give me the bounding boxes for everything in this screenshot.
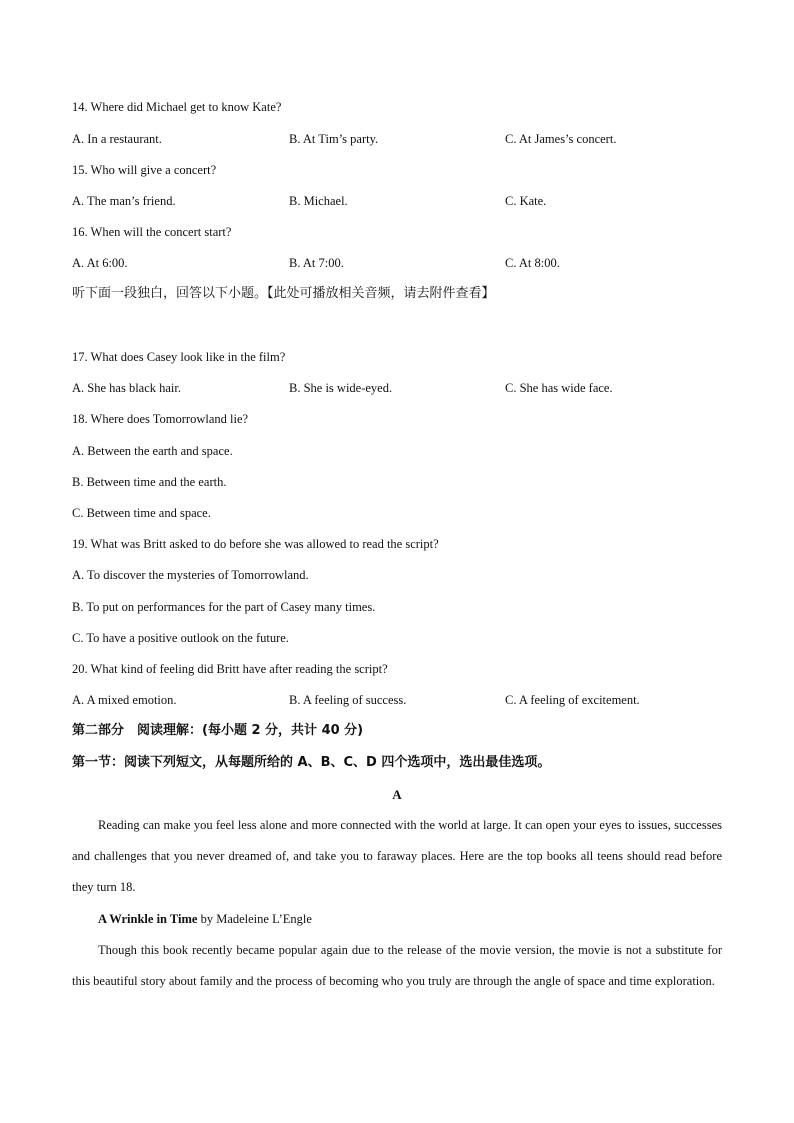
passage-intro: Reading can make you feel less alone and more connected with the world at large. It can open your eyes to issues, successes and challenges that you never dreamed of, and take you to faraway places. Here are the top books all teens should read before they turn 18.: [72, 818, 722, 894]
option-a: A. At 6:00.: [72, 256, 128, 270]
book-title: A Wrinkle in Time: [98, 912, 198, 926]
question-20: 20. What kind of feeling did Britt have after reading the script?: [72, 662, 388, 676]
option-c: C. At 8:00.: [505, 256, 560, 270]
book-heading: [98, 911, 312, 927]
option-b: B. At Tim’s party.: [289, 132, 379, 146]
option-c: C. A feeling of excitement.: [505, 693, 640, 707]
option-a: A. In a restaurant.: [72, 132, 162, 146]
question-19-option-a: A. To discover the mysteries of Tomorrowland.: [72, 568, 309, 582]
question-18: 18. Where does Tomorrowland lie?: [72, 412, 249, 426]
option-a: A. The man’s friend.: [72, 194, 176, 208]
question-19-option-b: B. To put on performances for the part of Casey many times.: [72, 600, 376, 614]
question-16: 16. When will the concert start?: [72, 225, 232, 239]
option-c: C. Kate.: [505, 194, 547, 208]
book-description: Though this book recently became popular again due to the release of the movie version, the movie is not a substitute for this beautiful story about family and the process of becoming who you truly are through the angle of space and time exploration.: [72, 943, 722, 988]
question-19: 19. What was Britt asked to do before she was allowed to read the script?: [72, 537, 439, 551]
question-18-option-b: B. Between time and the earth.: [72, 475, 227, 489]
option-a: A. She has black hair.: [72, 381, 182, 395]
option-b: B. A feeling of success.: [289, 693, 407, 707]
question-18-option-c: C. Between time and space.: [72, 506, 211, 520]
question-19-option-c: C. To have a positive outlook on the future.: [72, 631, 289, 645]
question-14: 14. Where did Michael get to know Kate?: [72, 100, 282, 114]
book-author: by Madeleine L’Engle: [197, 912, 312, 926]
section-one-heading: 第一节：阅读下列短文，从每题所给的 A、B、C、D 四个选项中，选出最佳选项。: [72, 755, 551, 770]
option-c: C. She has wide face.: [505, 381, 613, 395]
question-15: 15. Who will give a concert?: [72, 163, 217, 177]
option-b: B. At 7:00.: [289, 256, 344, 270]
option-b: B. Michael.: [289, 194, 348, 208]
option-b: B. She is wide-eyed.: [289, 381, 393, 395]
part-two-heading: 第二部分 阅读理解：(每小题 2 分，共计 40 分): [72, 723, 364, 738]
option-c: C. At James’s concert.: [505, 132, 617, 146]
option-a: A. A mixed emotion.: [72, 693, 177, 707]
passage-label: A: [392, 787, 402, 802]
question-18-option-a: A. Between the earth and space.: [72, 444, 233, 458]
listening-instruction: 听下面一段独白，回答以下小题。【此处可播放相关音频，请去附件查看】: [72, 286, 495, 301]
question-17: 17. What does Casey look like in the film?: [72, 350, 286, 364]
